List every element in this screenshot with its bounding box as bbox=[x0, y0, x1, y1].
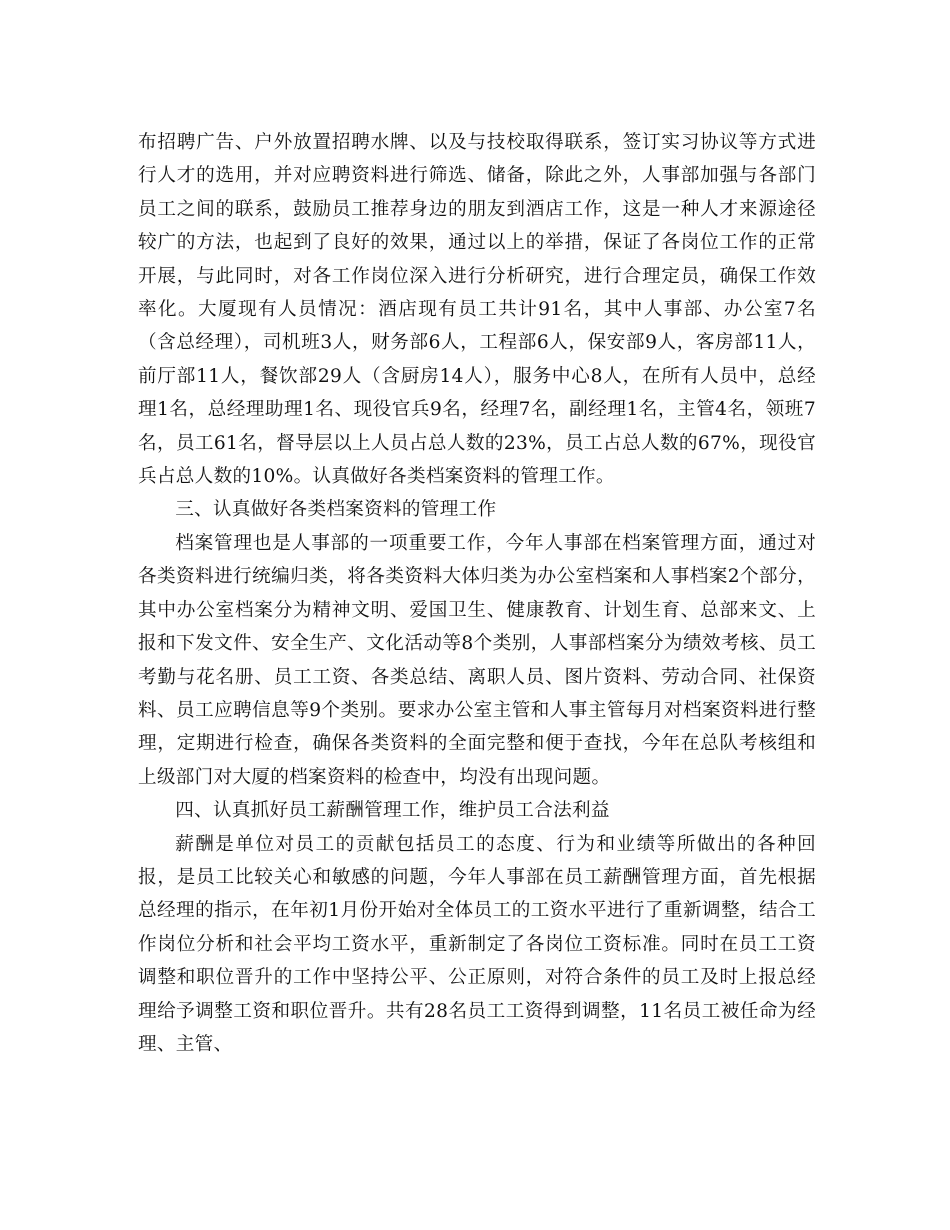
document-body bbox=[138, 126, 816, 1061]
paragraph-salary-management: 薪酬是单位对员工的贡献包括员工的态度、行为和业绩等所做出的各种回报，是员工比较关心和敏感的问题，今年人事部在员工薪酬管理方面，首先根据总经理的指示，在年初1月份开始对全体员工的工资水平进行了重新调整，结合工作岗位分析和社会平均工资水平，重新制定了各岗位工资标准。同时在员工工资调整和职位晋升的工作中坚持公平、公正原则，对符合条件的员工及时上报总经理给予调整工资和职位晋升。共有28名员工工资得到调整，11名员工被任命为经理、主管、 bbox=[138, 833, 816, 1055]
paragraph-archives-management: 档案管理也是人事部的一项重要工作，今年人事部在档案管理方面，通过对各类资料进行统编归类，将各类资料大体归类为办公室档案和人事档案2个部分，其中办公室档案分为精神文明、爱国卫生、健康教育、计划生育、总部来文、上报和下发文件、安全生产、文化活动等8个类别，人事部档案分为绩效考核、员工考勤与花名册、员工工资、各类总结、离职人员、图片资料、劳动合同、社保资料、员工应聘信息等9个类别。要求办公室主管和人事主管每月对档案资料进行整理，定期进行检查，确保各类资料的全面完整和便于查找，今年在总队考核组和上级部门对大厦的档案资料的检查中，均没有出现问题。 bbox=[138, 532, 816, 788]
section-heading-salary: 四、认真抓好员工薪酬管理工作，维护员工合法利益 bbox=[175, 800, 610, 822]
section-heading-archives: 三、认真做好各类档案资料的管理工作 bbox=[175, 499, 497, 521]
paragraph-staffing-summary: 布招聘广告、户外放置招聘水牌、以及与技校取得联系，签订实习协议等方式进行人才的选用，并对应聘资料进行筛选、储备，除此之外，人事部加强与各部门员工之间的联系，鼓励员工推荐身边的朋友到酒店工作，这是一种人才来源途径较广的方法，也起到了良好的效果，通过以上的举措，保证了各岗位工作的正常开展，与此同时，对各工作岗位深入进行分析研究，进行合理定员，确保工作效率化。大厦现有人员情况：酒店现有员工共计91名，其中人事部、办公室7名（含总经理），司机班3人，财务部6人，工程部6人，保安部9人，客房部11人，前厅部11人，餐饮部29人（含厨房14人），服务中心8人，在所有人员中，总经理1名，总经理助理1名、现役官兵9名，经理7名，副经理1名，主管4名，领班7名，员工61名，督导层以上人员占总人数的23%，员工占总人数的67%，现役官兵占总人数的10%。认真做好各类档案资料的管理工作。 bbox=[138, 132, 816, 488]
